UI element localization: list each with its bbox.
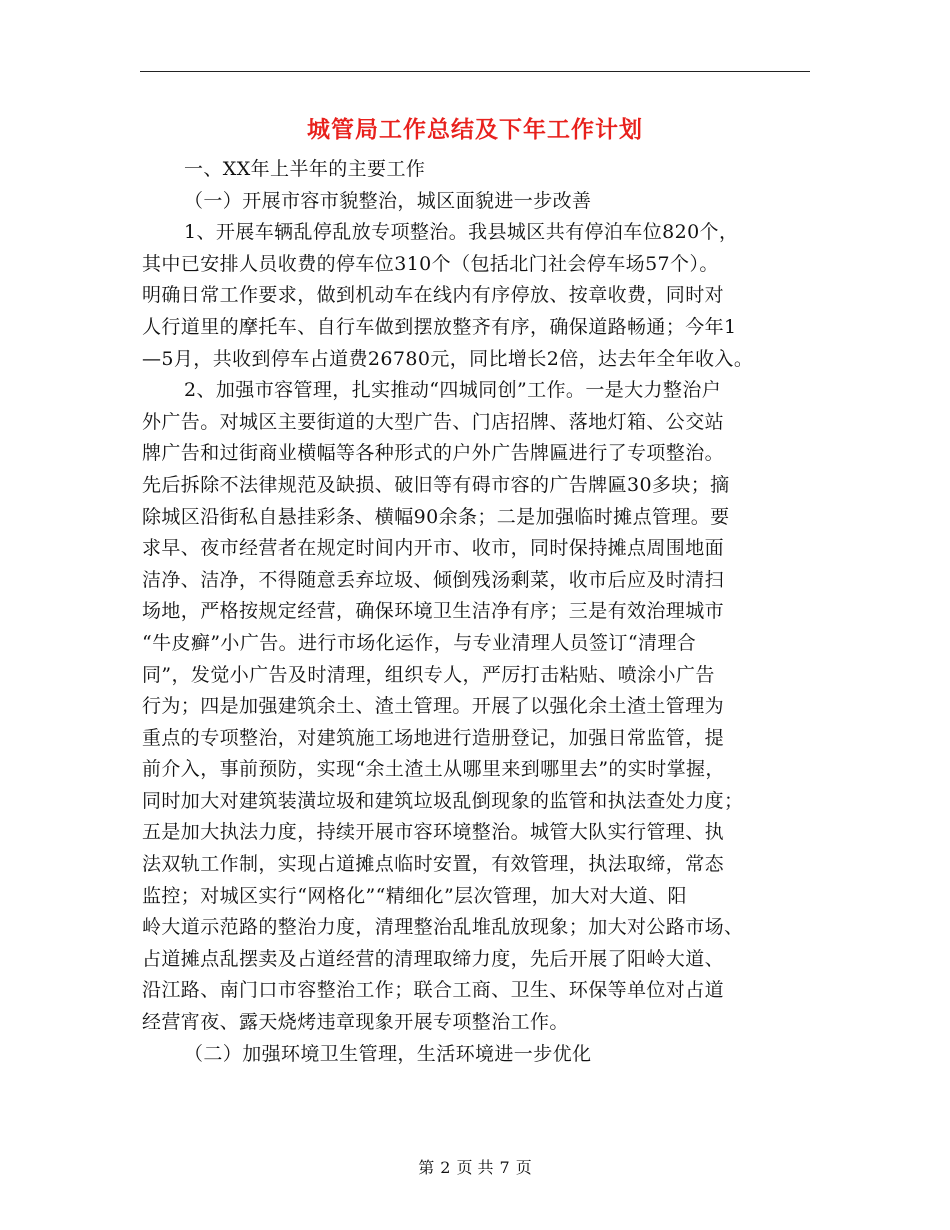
paragraph-line: 2、加强市容管理，扎实推动“四城同创”工作。一是大力整治户 bbox=[184, 379, 722, 402]
total-pages-number: 7 bbox=[499, 1158, 510, 1177]
paragraph-line: 外广告。对城区主要街道的大型广告、门店招牌、落地灯箱、公交站 bbox=[142, 410, 725, 433]
footer-middle: 页 共 bbox=[456, 1158, 494, 1177]
paragraph-line: 前介入，事前预防，实现“余土渣土从哪里来到哪里去”的实时掌握， bbox=[142, 758, 725, 781]
paragraph-line: 经营宵夜、露天烧烤违章现象开展专项整治工作。 bbox=[142, 1011, 569, 1034]
paragraph-line: 人行道里的摩托车、自行车做到摆放整齐有序，确保道路畅通；今年1 bbox=[142, 315, 737, 338]
footer-suffix: 页 bbox=[515, 1158, 532, 1177]
page-footer bbox=[0, 1155, 950, 1178]
paragraph-line: 场地，严格按规定经营，确保环境卫生洁净有序；三是有效治理城市 bbox=[142, 600, 725, 623]
paragraph-line: 重点的专项整治，对建筑施工场地进行造册登记，加强日常监管，提 bbox=[142, 726, 725, 749]
paragraph-line: 其中已安排人员收费的停车位310个（包括北门社会停车场57个）。 bbox=[142, 252, 719, 275]
paragraph-line: 占道摊点乱摆卖及占道经营的清理取缔力度，先后开展了阳岭大道、 bbox=[142, 947, 725, 970]
paragraph-line: —5月，共收到停车占道费26780元，同比增长2倍，达去年全年收入。 bbox=[142, 347, 754, 370]
paragraph-line: 同”，发觉小广告及时清理，组织专人，严厉打击粘贴、喷涂小广告 bbox=[142, 663, 715, 686]
paragraph-line: 明确日常工作要求，做到机动车在线内有序停放、按章收费，同时对 bbox=[142, 284, 725, 307]
header-rule bbox=[140, 71, 810, 72]
document-body bbox=[142, 154, 822, 1070]
paragraph-line: 监控；对城区实行“网格化”“精细化”层次管理，加大对大道、阳 bbox=[142, 884, 687, 907]
paragraph-line: 同时加大对建筑装潢垃圾和建筑垃圾乱倒现象的监管和执法查处力度； bbox=[142, 789, 744, 812]
paragraph-line: 洁净、洁净，不得随意丢弃垃圾、倾倒残汤剩菜，收市后应及时清扫 bbox=[142, 568, 725, 591]
paragraph-line: 沿江路、南门口市容整治工作；联合工商、卫生、环保等单位对占道 bbox=[142, 979, 725, 1002]
paragraph-line: 五是加大执法力度，持续开展市容环境整治。城管大队实行管理、执 bbox=[142, 821, 725, 844]
section-heading: 一、XX年上半年的主要工作 bbox=[184, 158, 426, 180]
subsection-heading: （二）加强环境卫生管理，生活环境进一步优化 bbox=[184, 1042, 592, 1065]
paragraph-line: “牛皮癣”小广告。进行市场化运作，与专业清理人员签订“清理合 bbox=[142, 631, 697, 654]
paragraph-line: 岭大道示范路的整治力度，清理整治乱堆乱放现象；加大对公路市场、 bbox=[142, 916, 744, 939]
document-title: 城管局工作总结及下年工作计划 bbox=[307, 116, 643, 143]
paragraph-line: 除城区沿街私自悬挂彩条、横幅90余条；二是加强临时摊点管理。要 bbox=[142, 505, 730, 528]
paragraph-line: 牌广告和过街商业横幅等各种形式的户外广告牌匾进行了专项整治。 bbox=[142, 442, 725, 465]
paragraph-line: 先后拆除不法律规范及缺损、破旧等有碍市容的广告牌匾30多块；摘 bbox=[142, 473, 730, 496]
current-page-number: 2 bbox=[440, 1158, 451, 1177]
subsection-heading: （一）开展市容市貌整治，城区面貌进一步改善 bbox=[184, 189, 592, 212]
paragraph-line: 求早、夜市经营者在规定时间内开市、收市，同时保持摊点周围地面 bbox=[142, 537, 725, 560]
paragraph-line: 1、开展车辆乱停乱放专项整治。我县城区共有停泊车位820个， bbox=[184, 221, 739, 244]
paragraph-line: 法双轨工作制，实现占道摊点临时安置，有效管理，执法取缔，常态 bbox=[142, 853, 725, 876]
paragraph-line: 行为；四是加强建筑余土、渣土管理。开展了以强化余土渣土管理为 bbox=[142, 695, 725, 718]
footer-prefix: 第 bbox=[418, 1158, 435, 1177]
